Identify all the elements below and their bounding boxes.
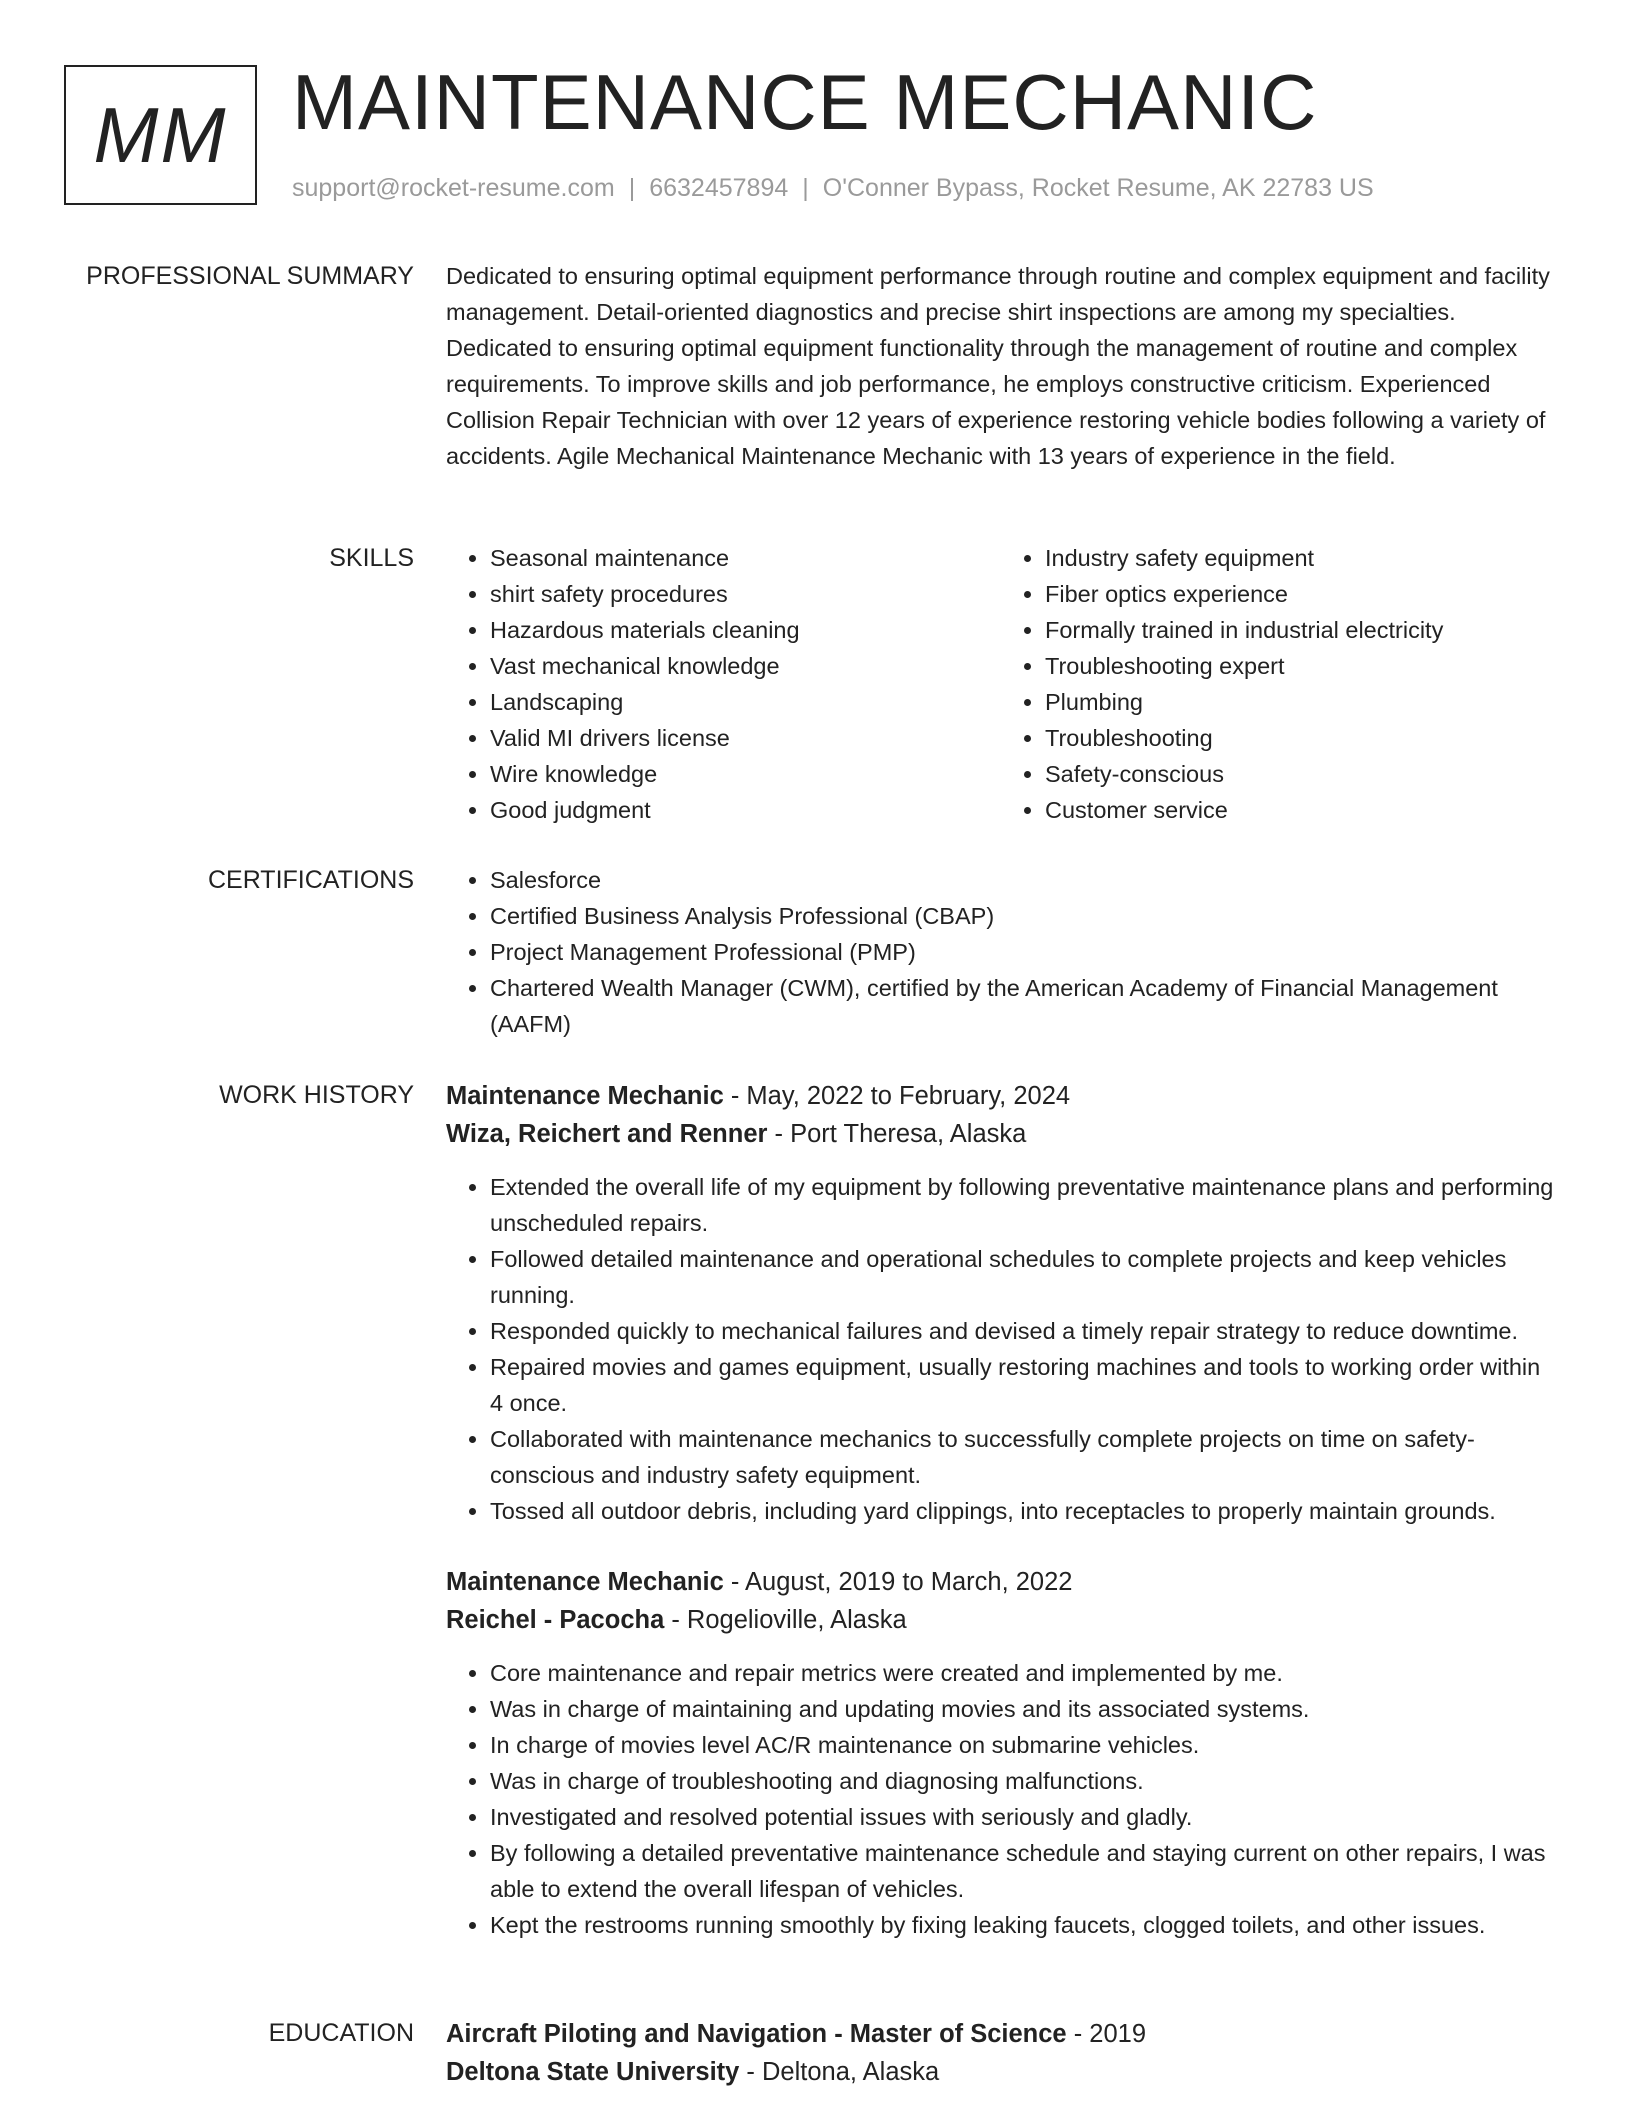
summary-text: Dedicated to ensuring optimal equipment performance through routine and complex equipment and facility management. Detail-oriented diagnostics and precise shirt inspections are among my specialties. Dedicated to ensuring optimal equipment functionality through the management of routine and complex requirements. To improve skills and job performance, he employs constructive criticism. Experienced Collision Repair Technician with over 12 years of experience restoring vehicle bodies following a variety of accidents. Agile Mechanical Maintenance Mechanic with 13 years of experience in the field. — [446, 263, 1550, 469]
page-title: MAINTENANCE MECHANIC — [292, 58, 1318, 146]
certification-item: • Project Management Professional (PMP) — [490, 934, 1556, 970]
job-bullet: • Extended the overall life of my equipment by following preventative maintenance plans and performing unscheduled repairs. — [490, 1169, 1556, 1241]
skill-item: • Troubleshooting — [1045, 720, 1556, 756]
education-heading: EDUCATION — [268, 2019, 414, 2047]
job-bullets — [446, 1655, 1556, 1943]
job-bullets — [446, 1169, 1556, 1529]
job-title: Maintenance Mechanic — [446, 1568, 724, 1596]
skill-item: • Seasonal maintenance — [490, 540, 1001, 576]
skills-list-right — [1001, 540, 1556, 828]
job-entry — [446, 1077, 1556, 1529]
skill-item: • Plumbing — [1045, 684, 1556, 720]
job-location: - Rogelioville, Alaska — [664, 1606, 907, 1634]
skills-list-left — [446, 540, 1001, 828]
contact-separator: | — [628, 174, 636, 202]
monogram: MM — [64, 65, 257, 205]
contact-address: O'Conner Bypass, Rocket Resume, AK 22783 US — [822, 174, 1374, 202]
skill-item: • Formally trained in industrial electricity — [1045, 612, 1556, 648]
job-bullet: • Was in charge of troubleshooting and diagnosing malfunctions. — [490, 1763, 1556, 1799]
skills-columns — [446, 540, 1556, 828]
job-bullet: • Investigated and resolved potential issues with seriously and gladly. — [490, 1799, 1556, 1835]
job-company: Wiza, Reichert and Renner — [446, 1120, 768, 1148]
certification-item: • Certified Business Analysis Professional (CBAP) — [490, 898, 1556, 934]
skill-item: • Good judgment — [490, 792, 1001, 828]
skill-item: • Wire knowledge — [490, 756, 1001, 792]
skill-item: • Landscaping — [490, 684, 1001, 720]
skill-item: • shirt safety procedures — [490, 576, 1001, 612]
job-dates: - August, 2019 to March, 2022 — [723, 1568, 1073, 1596]
job-bullet: • By following a detailed preventative maintenance schedule and staying current on other repairs, I was able to extend the overall lifespan of vehicles. — [490, 1835, 1556, 1907]
job-title: Maintenance Mechanic — [446, 1082, 724, 1110]
school-line — [446, 2053, 1556, 2091]
job-bullet: • Kept the restrooms running smoothly by fixing leaking faucets, clogged toilets, and other issues. — [490, 1907, 1556, 1943]
school: Deltona State University — [446, 2058, 740, 2086]
certification-item: • Chartered Wealth Manager (CWM), certified by the American Academy of Financial Management (AAFM) — [490, 970, 1556, 1042]
job-bullet: • Tossed all outdoor debris, including yard clippings, into receptacles to properly maintain grounds. — [490, 1493, 1556, 1529]
degree-line — [446, 2015, 1556, 2053]
job-bullet: • Was in charge of maintaining and updating movies and its associated systems. — [490, 1691, 1556, 1727]
certification-item: • Salesforce — [490, 862, 1556, 898]
job-company-line — [446, 1601, 1556, 1639]
skills-heading: SKILLS — [329, 544, 414, 572]
skill-item: • Customer service — [1045, 792, 1556, 828]
degree: Aircraft Piloting and Navigation - Master of Science — [446, 2020, 1067, 2048]
skill-item: • Valid MI drivers license — [490, 720, 1001, 756]
school-location: - Deltona, Alaska — [739, 2058, 940, 2086]
job-title-line — [446, 1077, 1556, 1115]
job-title-line — [446, 1563, 1556, 1601]
skill-item: • Safety-conscious — [1045, 756, 1556, 792]
certifications-heading: CERTIFICATIONS — [207, 866, 414, 894]
work-history-heading: WORK HISTORY — [219, 1081, 414, 1109]
job-location: - Port Theresa, Alaska — [767, 1120, 1027, 1148]
job-company-line — [446, 1115, 1556, 1153]
job-bullet: • Collaborated with maintenance mechanics to successfully complete projects on time on safety-conscious and industry safety equipment. — [490, 1421, 1556, 1493]
contact-line — [292, 174, 1374, 203]
job-bullet: • Responded quickly to mechanical failures and devised a timely repair strategy to reduce downtime. — [490, 1313, 1556, 1349]
skill-item: • Fiber optics experience — [1045, 576, 1556, 612]
job-bullet: • In charge of movies level AC/R maintenance on submarine vehicles. — [490, 1727, 1556, 1763]
contact-email[interactable]: support@rocket-resume.com — [292, 174, 615, 202]
job-company: Reichel - Pacocha — [446, 1606, 665, 1634]
skill-item: • Industry safety equipment — [1045, 540, 1556, 576]
skill-item: • Hazardous materials cleaning — [490, 612, 1001, 648]
job-entry — [446, 1563, 1556, 1943]
job-dates: - May, 2022 to February, 2024 — [723, 1082, 1071, 1110]
job-bullet: • Repaired movies and games equipment, usually restoring machines and tools to working order within 4 once. — [490, 1349, 1556, 1421]
contact-separator: | — [802, 174, 809, 202]
job-bullet: • Core maintenance and repair metrics were created and implemented by me. — [490, 1655, 1556, 1691]
degree-year: - 2019 — [1066, 2020, 1147, 2048]
skill-item: • Troubleshooting expert — [1045, 648, 1556, 684]
contact-phone[interactable]: 6632457894 — [649, 174, 789, 202]
skill-item: • Vast mechanical knowledge — [490, 648, 1001, 684]
job-bullet: • Followed detailed maintenance and operational schedules to complete projects and keep vehicles running. — [490, 1241, 1556, 1313]
certifications-list — [446, 862, 1556, 1042]
summary-heading: PROFESSIONAL SUMMARY — [86, 262, 414, 290]
